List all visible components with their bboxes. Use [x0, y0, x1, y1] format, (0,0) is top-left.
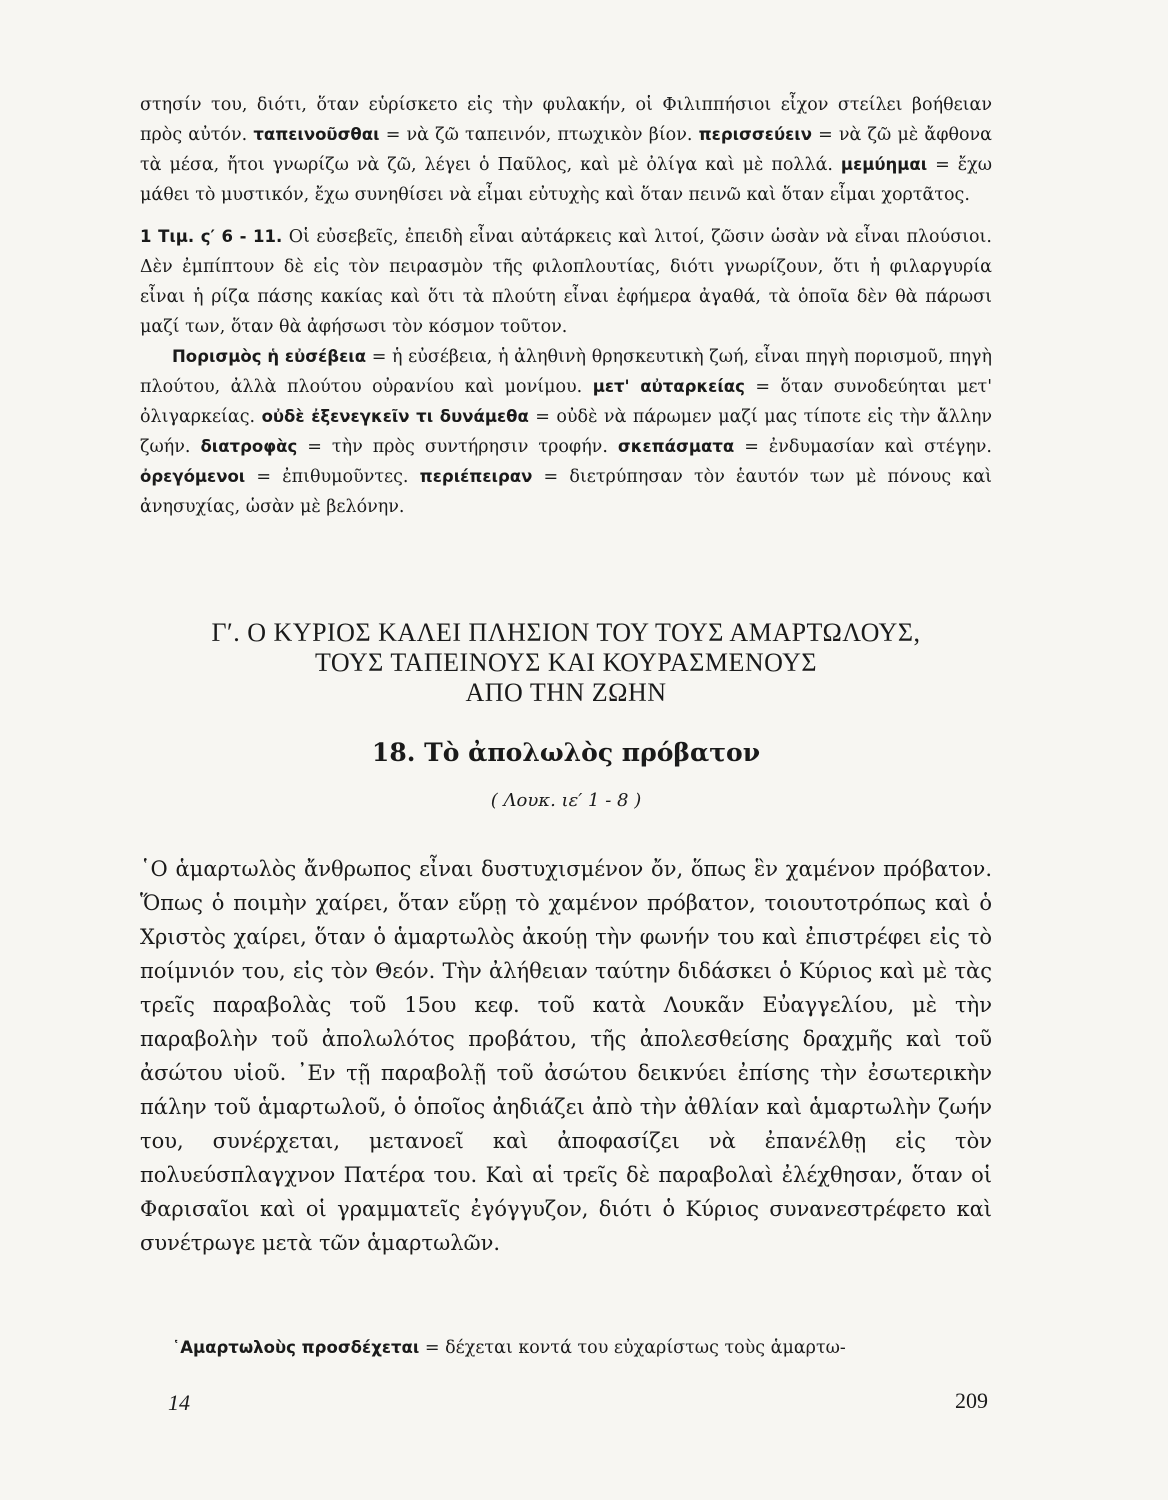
section-heading-line-3: ΑΠΟ ΤΗΝ ΖΩΗΝ: [465, 678, 667, 707]
keyword: ῾Αμαρτωλοὺς προσδέχεται: [172, 1338, 420, 1357]
body-text: [140, 852, 992, 1260]
notes-top: [140, 90, 992, 522]
scripture-ref: ( Λουκ. ιε′ 1 - 8 ): [490, 790, 642, 811]
keyword: ταπεινοῦσθαι: [253, 125, 380, 144]
note-paragraph-bottom: ῾Αμαρτωλοὺς προσδέχεται = δέχεται κοντά του εὐχαρίστως τοὺς ἁμαρτω-: [172, 1338, 846, 1358]
page-number: 209: [955, 1388, 988, 1413]
body-paragraph: ῾Ο ἁμαρτωλὸς ἄνθρωπος εἶναι δυστυχισμένον ὄν, ὅπως ἓν χαμένον πρόβατον. Ὅπως ὁ ποιμὴν χαίρει, ὅταν εὕρῃ τὸ χαμένον πρόβατον, τοιουτοτρόπως καὶ ὁ Χριστὸς χαίρει, ὅταν ὁ ἁμαρτωλὸς ἀκούῃ τὴν φωνήν του καὶ ἐπιστρέφει εἰς τὸ ποίμνιόν του, εἰς τὸν Θεόν. Τὴν ἀλήθειαν ταύτην διδάσκει ὁ Κύριος καὶ μὲ τὰς τρεῖς παραβολὰς τοῦ 15ου κεφ. τοῦ κατὰ Λουκᾶν Εὐαγγελίου, μὲ τὴν παραβολὴν τοῦ ἀπολωλότος προβάτου, τῆς ἀπολεσθείσης δραχμῆς καὶ τοῦ ἀσώτου υἱοῦ. ᾿Εν τῇ παραβολῇ τοῦ ἀσώτου δεικνύει ἐπίσης τὴν ἐσωτερικὴν πάλην τοῦ ἁμαρτωλοῦ, ὁ ὁποῖος ἀηδιάζει ἀπὸ τὴν ἀθλίαν καὶ ἁμαρτωλὴν ζωήν του, συνέρχεται, μετανοεῖ καὶ ἀποφασίζει νὰ ἐπανέλθῃ εἰς τὸν πολυεύσπλαγχνον Πατέρα του. Καὶ αἱ τρεῖς δὲ παραβολαὶ ἐλέχθησαν, ὅταν οἱ Φαρισαῖοι καὶ οἱ γραμματεῖς ἐγόγγυζον, διότι ὁ Κύριος συνανεστρέφετο καὶ συνέτρωγε μετὰ τῶν ἁμαρτωλῶν.: [140, 857, 992, 1255]
keyword: διατροφὰς: [200, 437, 298, 456]
keyword: οὐδὲ ἐξενεγκεῖν τι δυνάμεθα: [261, 407, 529, 426]
note-paragraph-timothy: 1 Τιμ. ς′ 6 - 11. Οἱ εὐσεβεῖς, ἐπειδὴ εἶναι αὐτάρκεις καὶ λιτοί, ζῶσιν ὡσὰν νὰ εἶναι πλούσιοι. Δὲν ἐμπίπτουν δὲ εἰς τὸν πειρασμὸν τῆς φιλοπλουτίας, διότι γνωρίζουν, ὅτι ἡ φιλαργυρία εἶναι ἡ ρίζα πάσης κακίας καὶ ὅτι τὰ πλούτη εἶναι ἐφήμερα ἀγαθά, τὰ ὁποῖα δὲν θὰ πάρωσι μαζί των, ὅταν θὰ ἀφήσωσι τὸν κόσμον τοῦτον.: [140, 227, 992, 337]
keyword: ὀρεγόμενοι: [140, 467, 246, 486]
note-paragraph-philippians: στησίν του, διότι, ὅταν εὑρίσκετο εἰς τὴν φυλακήν, οἱ Φιλιππήσιοι εἶχον στείλει βοήθειαν πρὸς αὐτόν. ταπεινοῦσθαι = νὰ ζῶ ταπεινόν, πτωχικὸν βίον. περισσεύειν = νὰ ζῶ μὲ ἄφθονα τὰ μέσα, ἤτοι γνωρίζω νὰ ζῶ, λέγει ὁ Παῦλος, καὶ μὲ ὀλίγα καὶ μὲ πολλά. μεμύημαι = ἔχω μάθει τὸ μυστικόν, ἔχω συνηθίσει νὰ εἶμαι εὐτυχὴς καὶ ὅταν πεινῶ καὶ ὅταν εἶμαι χορτᾶτος.: [140, 95, 992, 205]
note-bottom: [140, 1333, 992, 1363]
keyword: περισσεύειν: [698, 125, 812, 144]
keyword: περιέπειραν: [419, 467, 533, 486]
section-heading-line-2: ΤΟΥΣ ΤΑΠΕΙΝΟΥΣ ΚΑΙ ΚΟΥΡΑΣΜΕΝΟΥΣ: [314, 648, 818, 677]
keyword: σκεπάσματα: [617, 437, 735, 456]
note-paragraph-glossary: Πορισμὸς ἡ εὐσέβεια = ἡ εὐσέβεια, ἡ ἀληθινὴ θρησκευτικὴ ζωή, εἶναι πηγὴ πορισμοῦ, πηγὴ πλούτου, ἀλλὰ πλούτου οὐρανίου καὶ μονίμου. μετ' αὐταρκείας = ὅταν συνοδεύηται μετ' ὀλιγαρκείας. οὐδὲ ἐξενεγκεῖν τι δυνάμεθα = οὐδὲ νὰ πάρωμεν μαζί μας τίποτε εἰς τὴν ἄλλην ζωήν. διατροφὰς = τὴν πρὸς συντήρησιν τροφήν. σκεπάσματα = ἐνδυμασίαν καὶ στέγην. ὀρεγόμενοι = ἐπιθυμοῦντες. περιέπειραν = διετρύπησαν τὸν ἑαυτόν των μὲ πόνους καὶ ἀνησυχίας, ὡσὰν μὲ βελόνην.: [140, 347, 993, 517]
section-heading: [140, 618, 992, 708]
keyword: μετ' αὐταρκείας: [592, 377, 745, 396]
lesson-title: 18. Τὸ ἀπολωλὸς πρόβατον: [371, 738, 761, 767]
scripture-reference: 1 Τιμ. ς′ 6 - 11.: [140, 227, 283, 246]
keyword: μεμύημαι: [840, 155, 928, 174]
keyword: Πορισμὸς ἡ εὐσέβεια: [172, 347, 367, 366]
section-heading-line-1: Γ′. Ο ΚΥΡΙΟΣ ΚΑΛΕΙ ΠΛΗΣΙΟΝ ΤΟΥ ΤΟΥΣ ΑΜΑΡΤΩΛΟΥΣ,: [211, 618, 921, 647]
signature-mark: 14: [168, 1390, 190, 1415]
